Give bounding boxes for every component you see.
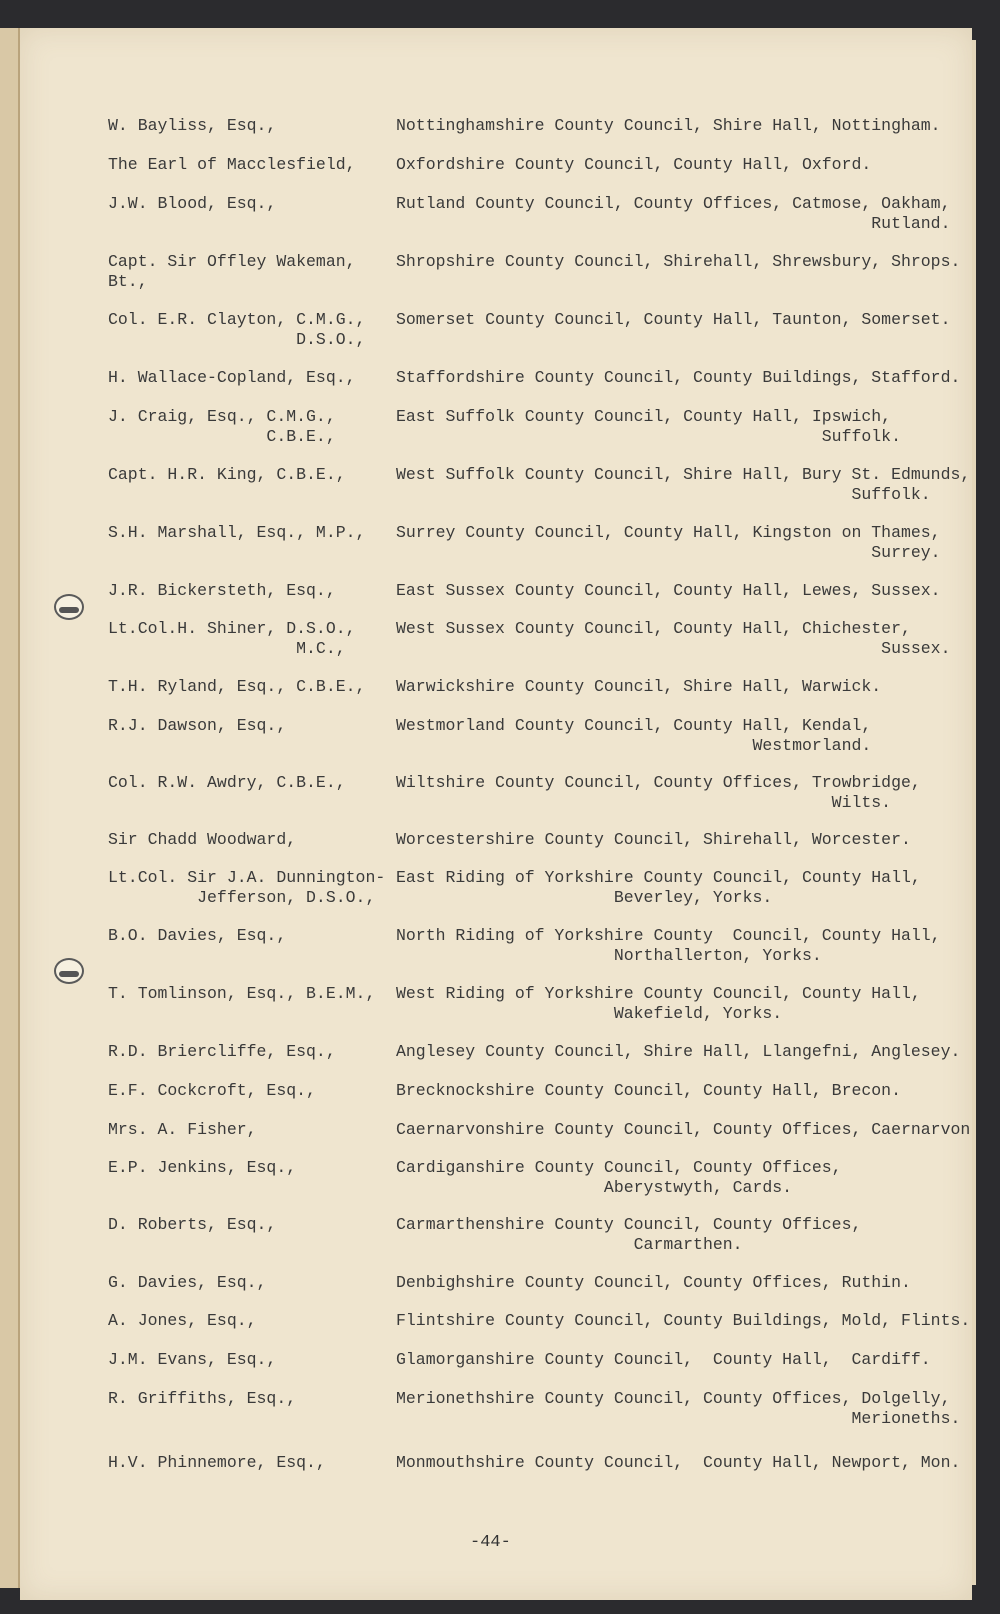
council-address: West Riding of Yorkshire County Council, County Hall, Wakefield, Yorks.: [396, 984, 921, 1023]
council-address: Cardiganshire County Council, County Offices, Aberystwyth, Cards.: [396, 1158, 842, 1197]
member-name: W. Bayliss, Esq.,: [108, 116, 277, 135]
entry-row: [20, 1215, 972, 1265]
council-address: East Riding of Yorkshire County Council, County Hall, Beverley, Yorks.: [396, 868, 921, 907]
council-address: Carmarthenshire County Council, County Offices, Carmarthen.: [396, 1215, 862, 1254]
member-name: E.F. Cockcroft, Esq.,: [108, 1081, 316, 1100]
council-address: Flintshire County Council, County Buildings, Mold, Flints.: [396, 1311, 971, 1330]
council-address: East Sussex County Council, County Hall, Lewes, Sussex.: [396, 581, 941, 600]
council-address: North Riding of Yorkshire County Council, County Hall, Northallerton, Yorks.: [396, 926, 941, 965]
member-name: J.R. Bickersteth, Esq.,: [108, 581, 336, 600]
member-name: J.W. Blood, Esq.,: [108, 194, 277, 213]
council-address: Westmorland County Council, County Hall, Kendal, Westmorland.: [396, 716, 872, 755]
entry-row: [20, 1158, 972, 1208]
member-name: S.H. Marshall, Esq., M.P.,: [108, 523, 366, 542]
member-name: R.D. Briercliffe, Esq.,: [108, 1042, 336, 1061]
council-address: Shropshire County Council, Shirehall, Shrewsbury, Shrops.: [396, 252, 961, 271]
council-address: Merionethshire County Council, County Offices, Dolgelly, Merioneths.: [396, 1389, 961, 1428]
member-name: R.J. Dawson, Esq.,: [108, 716, 287, 735]
member-name: J.M. Evans, Esq.,: [108, 1350, 277, 1369]
entry-row: [20, 1389, 972, 1439]
council-address: West Sussex County Council, County Hall, Chichester, Sussex.: [396, 619, 951, 658]
entry-row: [20, 310, 972, 360]
member-name: A. Jones, Esq.,: [108, 1311, 257, 1330]
entry-row: [20, 407, 972, 457]
council-address: Somerset County Council, County Hall, Taunton, Somerset.: [396, 310, 951, 329]
member-name: Mrs. A. Fisher,: [108, 1120, 257, 1139]
council-address: Denbighshire County Council, County Offices, Ruthin.: [396, 1273, 911, 1292]
member-name: D. Roberts, Esq.,: [108, 1215, 277, 1234]
council-address: Wiltshire County Council, County Offices, Trowbridge, Wilts.: [396, 773, 921, 812]
member-name: The Earl of Macclesfield,: [108, 155, 356, 174]
member-name: Lt.Col. Sir J.A. Dunnington- Jefferson, D.S.O.,: [108, 868, 386, 907]
member-name: T.H. Ryland, Esq., C.B.E.,: [108, 677, 366, 696]
entry-row: [20, 984, 972, 1034]
member-name: Capt. H.R. King, C.B.E.,: [108, 465, 346, 484]
member-name: E.P. Jenkins, Esq.,: [108, 1158, 297, 1177]
document-page: [20, 28, 972, 1600]
member-name: R. Griffiths, Esq.,: [108, 1389, 297, 1408]
page-number: -44-: [470, 1533, 511, 1552]
entry-row: [20, 868, 972, 918]
member-name: B.O. Davies, Esq.,: [108, 926, 287, 945]
member-name: T. Tomlinson, Esq., B.E.M.,: [108, 984, 376, 1003]
council-address: Glamorganshire County Council, County Hall, Cardiff.: [396, 1350, 931, 1369]
council-address: Surrey County Council, County Hall, Kingston on Thames, Surrey.: [396, 523, 941, 562]
council-address: West Suffolk County Council, Shire Hall, Bury St. Edmunds, Suffolk.: [396, 465, 971, 504]
council-address: Caernarvonshire County Council, County Offices, Caernarvon: [396, 1120, 971, 1139]
member-name: Sir Chadd Woodward,: [108, 830, 297, 849]
entry-row: [20, 523, 972, 573]
council-address: Worcestershire County Council, Shirehall, Worcester.: [396, 830, 911, 849]
entry-row: [20, 194, 972, 244]
council-address: Oxfordshire County Council, County Hall, Oxford.: [396, 155, 872, 174]
member-name: H. Wallace-Copland, Esq.,: [108, 368, 356, 387]
adjacent-page-edge: [0, 28, 20, 1588]
member-name: H.V. Phinnemore, Esq.,: [108, 1453, 326, 1472]
council-address: Staffordshire County Council, County Buildings, Stafford.: [396, 368, 961, 387]
entry-row: [20, 619, 972, 669]
entry-row: [20, 1453, 972, 1503]
council-address: Brecknockshire County Council, County Hall, Brecon.: [396, 1081, 901, 1100]
member-name: Capt. Sir Offley Wakeman, Bt.,: [108, 252, 356, 291]
member-name: Lt.Col.H. Shiner, D.S.O., M.C.,: [108, 619, 356, 658]
council-address: Nottinghamshire County Council, Shire Hall, Nottingham.: [396, 116, 941, 135]
council-address: Warwickshire County Council, Shire Hall, Warwick.: [396, 677, 882, 696]
council-address: Monmouthshire County Council, County Hall, Newport, Mon.: [396, 1453, 961, 1472]
entry-row: [20, 773, 972, 823]
member-name: J. Craig, Esq., C.M.G., C.B.E.,: [108, 407, 336, 446]
council-address: Rutland County Council, County Offices, Catmose, Oakham, Rutland.: [396, 194, 951, 233]
entry-row: [20, 252, 972, 302]
entry-row: [20, 926, 972, 976]
member-name: Col. E.R. Clayton, C.M.G., D.S.O.,: [108, 310, 366, 349]
member-name: G. Davies, Esq.,: [108, 1273, 267, 1292]
entry-row: [20, 465, 972, 515]
entry-row: [20, 716, 972, 766]
council-address: East Suffolk County Council, County Hall, Ipswich, Suffolk.: [396, 407, 901, 446]
member-name: Col. R.W. Awdry, C.B.E.,: [108, 773, 346, 792]
council-address: Anglesey County Council, Shire Hall, Llangefni, Anglesey.: [396, 1042, 961, 1061]
